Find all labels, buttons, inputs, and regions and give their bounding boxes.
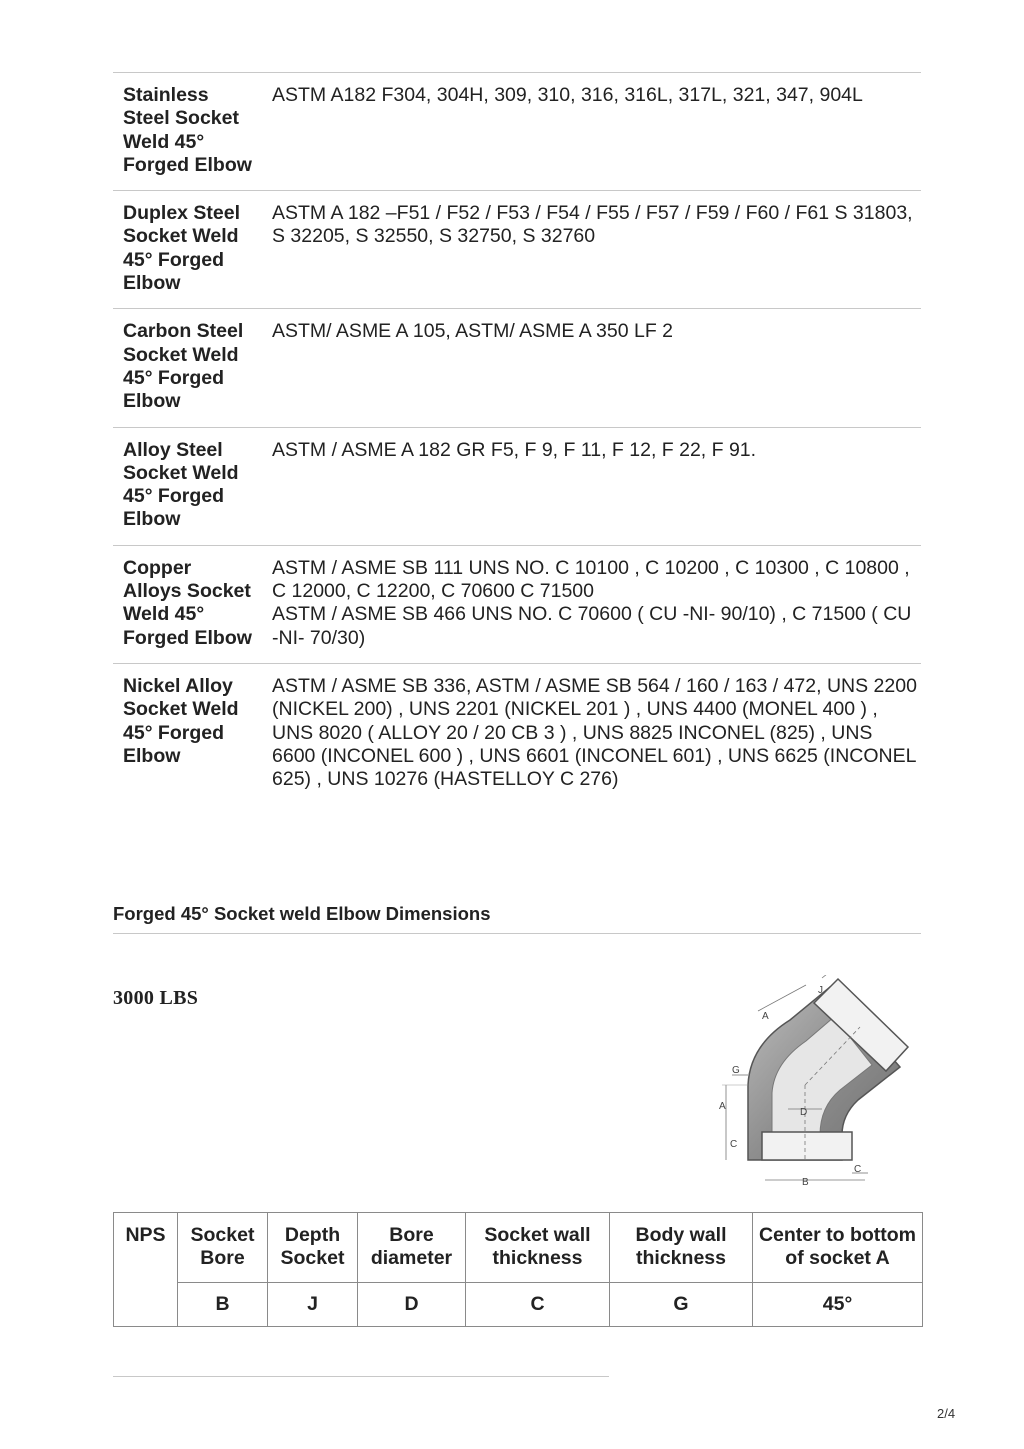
diagram-label-g: G xyxy=(732,1065,740,1076)
dimensions-table xyxy=(113,1212,923,1327)
material-name-text: Nickel Alloy Socket Weld 45° Forged Elbow xyxy=(123,674,239,767)
materials-row xyxy=(113,427,921,545)
subheader-45: 45° xyxy=(753,1283,923,1327)
material-name xyxy=(113,191,272,309)
material-name-text: Copper Alloys Socket Weld 45° Forged Elbow xyxy=(123,556,252,649)
diagram-label-d: D xyxy=(800,1107,808,1118)
materials-row xyxy=(113,545,921,663)
material-name xyxy=(113,73,272,191)
material-name xyxy=(113,309,272,427)
materials-table xyxy=(113,72,921,804)
diagram-label-a-top: A xyxy=(762,1011,769,1022)
header-socket-bore: Socket Bore xyxy=(178,1213,268,1283)
bottom-socket-shape xyxy=(762,1132,852,1160)
section-title: Forged 45° Socket weld Elbow Dimensions xyxy=(113,903,921,934)
material-spec: ASTM/ ASME A 105, ASTM/ ASME A 350 LF 2 xyxy=(272,309,921,427)
divider-line xyxy=(113,1376,609,1377)
subheader-j: J xyxy=(268,1283,358,1327)
material-name-text: Stainless Steel Socket Weld 45° Forged Elbow xyxy=(123,84,252,176)
header-center-to-bottom: Center to bottom of socket A xyxy=(753,1213,923,1283)
material-name-text: Carbon Steel Socket Weld 45° Forged Elbow xyxy=(123,320,244,413)
elbow-diagram xyxy=(710,975,925,1195)
material-spec: ASTM A 182 –F51 / F52 / F53 / F54 / F55 / F57 / F59 / F60 / F61 S 31803, S 32205, S 32550, S 32750, S 32760 xyxy=(272,191,921,309)
materials-row xyxy=(113,73,921,191)
material-spec: ASTM / ASME SB 336, ASTM / ASME SB 564 / 160 / 163 / 472, UNS 2200 (NICKEL 200) , UNS 2201 (NICKEL 201 ) , UNS 4400 (MONEL 400 ) , UNS 8020 ( ALLOY 20 / 20 CB 3 ) , UNS 8825 INCONEL (825) , UNS 6600 (INCONEL 600 ) , UNS 6601 (INCONEL 601) , UNS 6625 (INCONEL 625) , UNS 10276 (HASTELLOY C 276) xyxy=(272,663,921,804)
material-name xyxy=(113,427,272,545)
header-bore-diameter: Bore diameter xyxy=(358,1213,466,1283)
material-name-text: Alloy Steel Socket Weld 45° Forged Elbow xyxy=(123,438,239,531)
subheader-c: C xyxy=(466,1283,610,1327)
materials-row xyxy=(113,663,921,804)
diagram-label-j: J xyxy=(818,985,823,996)
header-socket-wall-thickness: Socket wall thickness xyxy=(466,1213,610,1283)
material-spec: ASTM / ASME SB 111 UNS NO. C 10100 , C 10200 , C 10300 , C 10800 , C 12000, C 12200, C 70600 C 71500 ASTM / ASME SB 466 UNS NO. C 70600 ( CU -NI- 90/10) , C 71500 ( CU -NI- 70/30) xyxy=(272,545,921,663)
subheader-g: G xyxy=(610,1283,753,1327)
material-name xyxy=(113,545,272,663)
page-number: 2/4 xyxy=(937,1406,956,1421)
header-nps: NPS xyxy=(114,1213,178,1327)
material-name-text: Duplex Steel Socket Weld 45° Forged Elbow xyxy=(123,202,241,295)
subheader-d: D xyxy=(358,1283,466,1327)
pressure-class-heading: 3000 LBS xyxy=(113,987,199,1009)
diagram-label-c-side: C xyxy=(730,1139,738,1150)
diagram-label-c-bottom: C xyxy=(854,1164,862,1175)
material-name xyxy=(113,663,272,804)
material-spec: ASTM A182 F304, 304H, 309, 310, 316, 316L, 317L, 321, 347, 904L xyxy=(272,73,921,191)
header-body-wall-thickness: Body wall thickness xyxy=(610,1213,753,1283)
header-depth-socket: Depth Socket xyxy=(268,1213,358,1283)
diagram-label-a-side: A xyxy=(719,1101,726,1112)
diagram-label-b: B xyxy=(802,1177,809,1188)
material-spec: ASTM / ASME A 182 GR F5, F 9, F 11, F 12, F 22, F 91. xyxy=(272,427,921,545)
materials-row xyxy=(113,309,921,427)
materials-row xyxy=(113,191,921,309)
subheader-b: B xyxy=(178,1283,268,1327)
